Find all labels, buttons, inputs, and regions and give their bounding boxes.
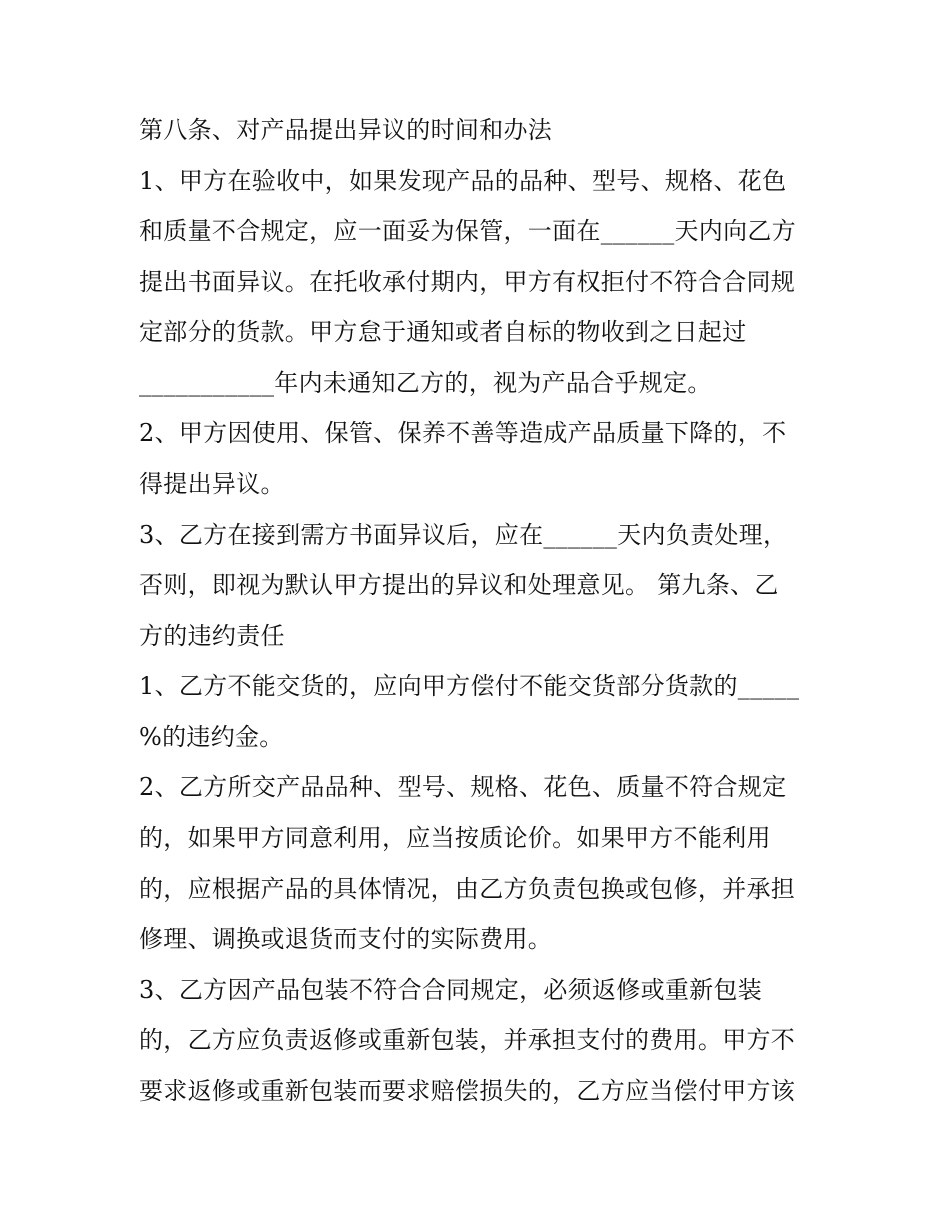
paragraph-line: 2、乙方所交产品品种、型号、规格、花色、质量不符合规定 (139, 773, 787, 801)
section-heading-article-9: 方的违约责任 (139, 622, 285, 650)
paragraph-line: 和质量不合规定，应一面妥为保管，一面在______天内向乙方 (139, 217, 796, 245)
paragraph-line: 1、乙方不能交货的，应向甲方偿付不能交货部分货款的_____ (139, 672, 800, 700)
paragraph-line: 否则，即视为默认甲方提出的异议和处理意见。 第九条、乙 (139, 571, 779, 599)
paragraph-line: 2、甲方因使用、保管、保养不善等造成产品质量下降的，不 (139, 419, 787, 447)
paragraph-line: 得提出异议。 (139, 470, 285, 498)
paragraph-line: ___________年内未通知乙方的，视为产品合乎规定。 (139, 369, 712, 397)
paragraph-line: 3、乙方在接到需方书面异议后，应在______天内负责处理， (139, 521, 788, 549)
paragraph-line: 修理、调换或退货而支付的实际费用。 (139, 925, 553, 953)
paragraph-line: 的，乙方应负责返修或重新包装，并承担支付的费用。甲方不 (139, 1026, 796, 1054)
paragraph-line: 的，如果甲方同意利用，应当按质论价。如果甲方不能利用 (139, 824, 771, 852)
paragraph-line: 3、乙方因产品包装不符合合同规定，必须返修或重新包装 (139, 976, 763, 1004)
paragraph-line: 的，应根据产品的具体情况，由乙方负责包换或包修，并承担 (139, 875, 796, 903)
paragraph-line: 要求返修或重新包装而要求赔偿损失的，乙方应当偿付甲方该 (139, 1077, 796, 1105)
paragraph-line: 1、甲方在验收中，如果发现产品的品种、型号、规格、花色 (139, 167, 787, 195)
paragraph-line: 提出书面异议。在托收承付期内，甲方有权拒付不符合合同规 (139, 268, 796, 296)
section-heading-article-8: 第八条、对产品提出异议的时间和办法 (139, 116, 553, 144)
paragraph-line: 定部分的货款。甲方怠于通知或者自标的物收到之日起过 (139, 318, 747, 346)
paragraph-line: %的违约金。 (139, 723, 284, 751)
